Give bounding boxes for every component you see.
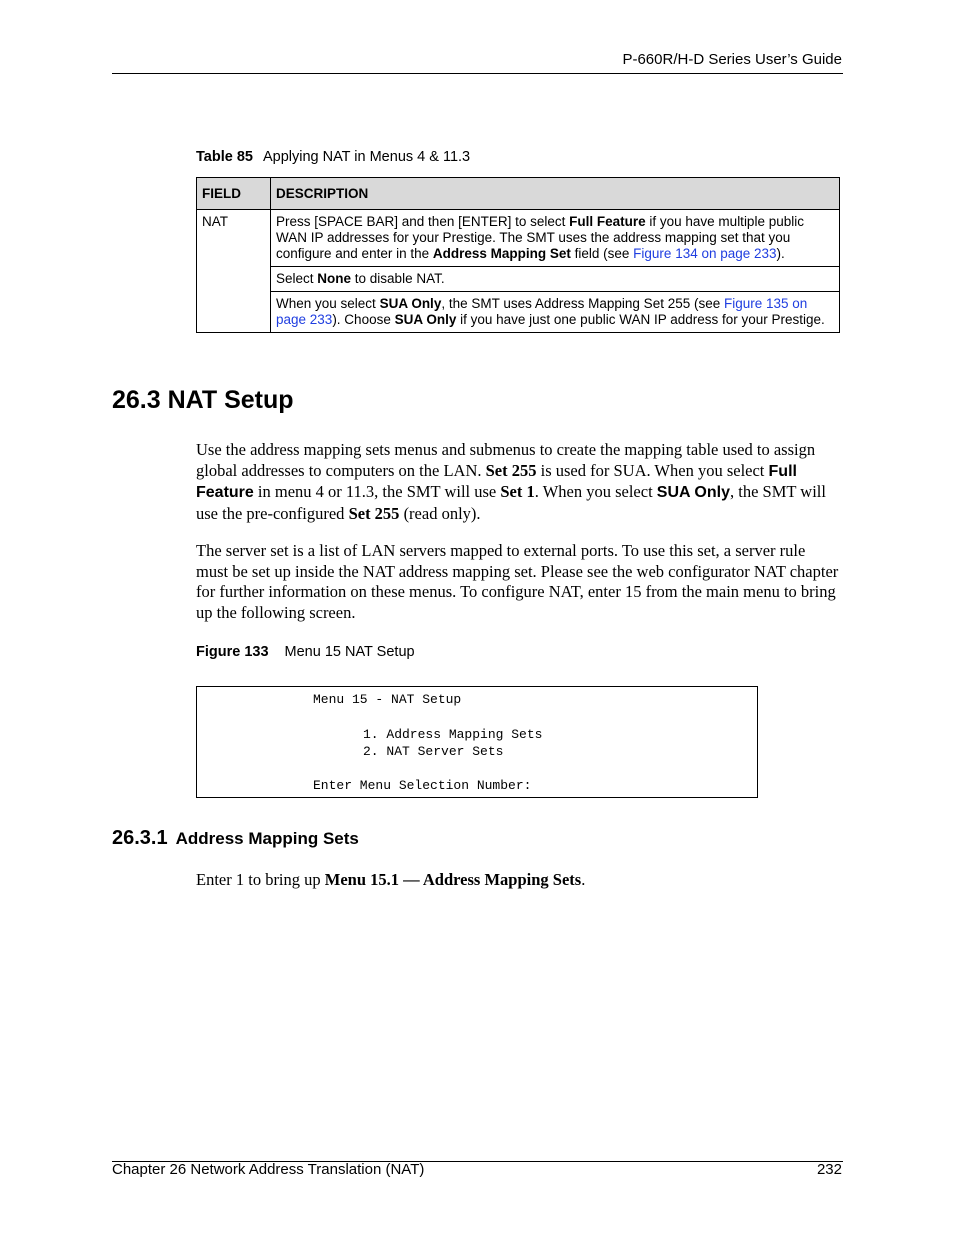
header-rule xyxy=(112,73,843,74)
body-paragraph xyxy=(196,870,841,891)
text: ). xyxy=(776,246,785,261)
table-header-row xyxy=(197,178,840,210)
figure-caption xyxy=(196,644,415,660)
subsection-title: Address Mapping Sets xyxy=(175,829,359,848)
section-heading: 26.3 NAT Setup xyxy=(112,386,294,414)
menu-title: Menu 15 - NAT Setup xyxy=(313,692,462,707)
bold-term: Address Mapping Set xyxy=(432,246,571,261)
text: to disable NAT. xyxy=(351,271,445,286)
header-description: DESCRIPTION xyxy=(271,178,840,210)
field-cell-nat: NAT xyxy=(197,210,271,333)
text: if you have multiple public WAN IP addresses for your Prestige. The SMT uses the address mapping set that you configure and enter in the xyxy=(276,214,804,261)
bold-term: Set 1 xyxy=(500,482,535,501)
figure-134-link[interactable]: Figure 134 on page 233 xyxy=(633,246,777,261)
body-paragraph: The server set is a list of LAN servers mapped to external ports. To use this set, a server rule must be set up inside the NAT address mapping set. Please see the web configurator NAT chapter for further information on these menus. To configure NAT, enter 15 from the main menu to bring up the following screen. xyxy=(196,541,839,622)
description-cell xyxy=(271,292,840,333)
bold-term: Full Feature xyxy=(569,214,646,229)
text: in menu 4 or 11.3, the SMT will use xyxy=(253,482,501,501)
menu-item-nat-server-sets: 2. NAT Server Sets xyxy=(363,744,504,759)
text: is used for SUA. When you select xyxy=(536,460,769,480)
text: field (see xyxy=(570,246,634,261)
footer-chapter: Chapter 26 Network Address Translation (NAT) xyxy=(112,1161,425,1178)
bold-term: None xyxy=(317,271,352,286)
text: if you have just one public WAN IP address for your Prestige. xyxy=(456,312,825,327)
table-caption-label: Table 85 xyxy=(196,149,253,165)
table-caption-text: Applying NAT in Menus 4 & 11.3 xyxy=(262,149,471,165)
bold-term: Set 255 xyxy=(348,503,400,523)
text: Use the address mapping sets menus and submenus to create the mapping table used to assign global addresses to computers on the LAN. xyxy=(196,440,816,480)
text: , the SMT uses Address Mapping Set 255 (see xyxy=(441,296,724,311)
running-header: P-660R/H-D Series User’s Guide xyxy=(622,51,842,68)
subsection-heading xyxy=(112,823,359,851)
text: ). Choose xyxy=(332,312,395,327)
text: . When you select xyxy=(534,482,657,501)
figure-caption-text: Menu 15 NAT Setup xyxy=(284,644,415,660)
text: Enter 1 to bring up xyxy=(196,870,325,889)
table-caption xyxy=(196,149,470,165)
table-row xyxy=(197,210,840,267)
text: Select xyxy=(276,271,318,286)
bold-term: SUA Only xyxy=(394,312,457,327)
bold-term: Menu 15.1 — Address Mapping Sets xyxy=(324,870,582,889)
nat-table xyxy=(196,177,840,333)
body-paragraph xyxy=(196,440,841,524)
description-cell xyxy=(271,267,840,292)
text: When you select xyxy=(276,296,380,311)
terminal-screen xyxy=(196,686,758,798)
menu-prompt: Enter Menu Selection Number: xyxy=(313,778,532,793)
description-cell xyxy=(271,210,840,267)
bold-term: SUA Only xyxy=(656,484,730,501)
text: . xyxy=(581,870,586,889)
figure-caption-label: Figure 133 xyxy=(196,644,269,660)
header-field: FIELD xyxy=(197,178,271,210)
table-row xyxy=(197,267,840,292)
subsection-number: 26.3.1 xyxy=(112,827,168,849)
text: , the SMT will use the pre-configured xyxy=(196,482,826,523)
bold-term: SUA Only xyxy=(379,296,442,311)
menu-item-address-mapping-sets: 1. Address Mapping Sets xyxy=(363,727,543,742)
text: (read only). xyxy=(399,503,481,523)
text: Press [SPACE BAR] and then [ENTER] to select xyxy=(276,214,570,229)
figure-135-link[interactable]: Figure 135 on page 233 xyxy=(276,296,808,327)
table-row xyxy=(197,292,840,333)
page-number: 232 xyxy=(816,1161,842,1178)
bold-term: Full Feature xyxy=(196,462,797,501)
bold-term: Set 255 xyxy=(485,460,537,480)
